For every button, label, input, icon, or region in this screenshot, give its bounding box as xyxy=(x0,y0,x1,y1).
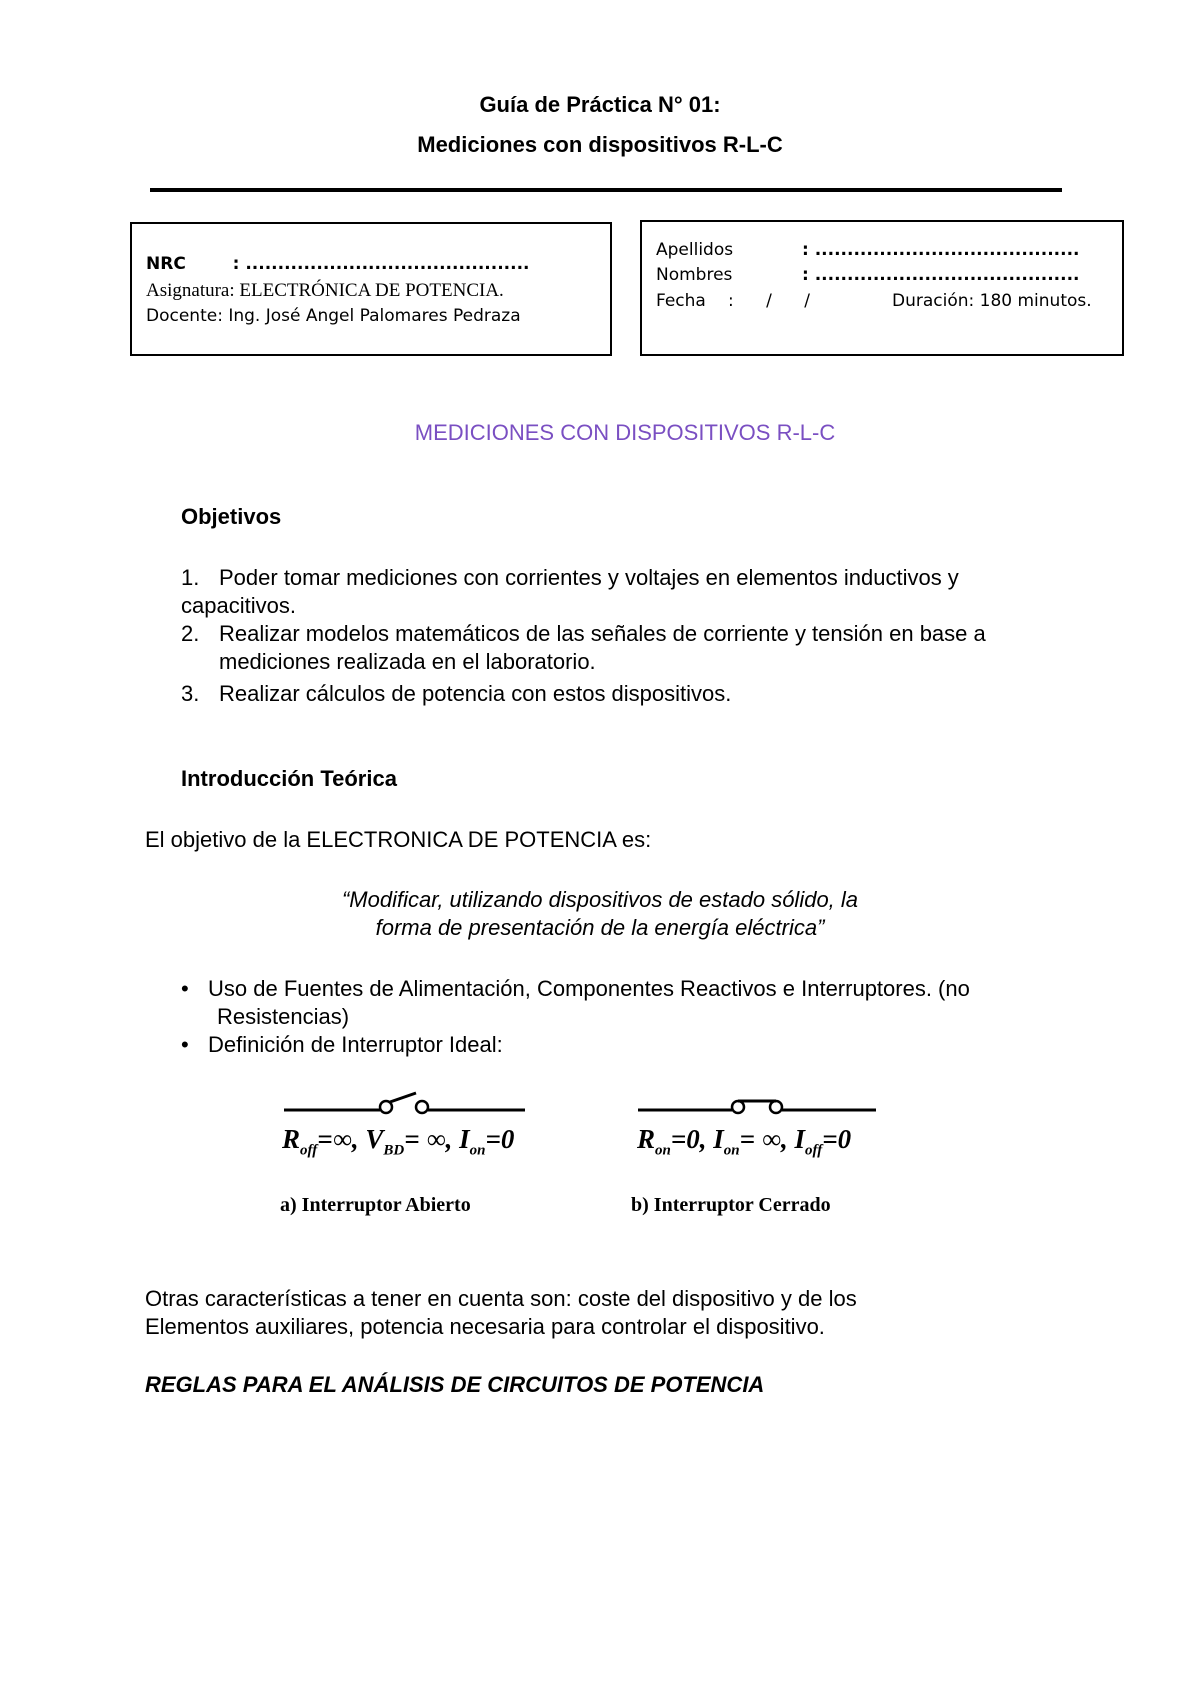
apellidos-field[interactable]: : ......................................... xyxy=(802,240,1080,260)
otras-line-2: Elementos auxiliares, potencia necesaria para controlar el dispositivo. xyxy=(145,1314,825,1339)
document-title: Guía de Práctica N° 01: xyxy=(479,92,721,117)
bullet-2: • Definición de Interruptor Ideal: xyxy=(181,1032,503,1057)
closed-switch-diagram xyxy=(636,1080,896,1116)
bullet-1: • Uso de Fuentes de Alimentación, Componentes Reactivos e Interruptores. (no xyxy=(181,976,970,1001)
course-info-box xyxy=(130,222,612,356)
objetivo-item-2-cont: mediciones realizada en el laboratorio. xyxy=(219,649,596,674)
intro-paragraph: El objetivo de la ELECTRONICA DE POTENCIA es: xyxy=(145,827,652,852)
document-subtitle: Mediciones con dispositivos R-L-C xyxy=(417,132,783,157)
objetivo-item-1-cont: capacitivos. xyxy=(181,593,296,618)
open-switch-formula: $R_{off}=\infty$, $V_{BD}=$ ∞, $I_{on}=0$ xyxy=(282,1124,515,1159)
objetivo-item-3: 3. Realizar cálculos de potencia con estos dispositivos. xyxy=(181,681,732,706)
nrc-label: NRC xyxy=(146,254,186,274)
quote-line-1: “Modificar, utilizando dispositivos de estado sólido, la xyxy=(341,887,859,912)
quote-line-2: forma de presentación de la energía eléctrica” xyxy=(375,915,825,940)
closed-switch-formula: $R_{on}=0$, $I_{on}=$ ∞, $I_{off}=0$ xyxy=(637,1124,852,1159)
bullet-1-cont: Resistencias) xyxy=(217,1004,350,1029)
reglas-heading: REGLAS PARA EL ANÁLISIS DE CIRCUITOS DE POTENCIA xyxy=(145,1372,765,1397)
title-divider xyxy=(150,188,1062,192)
fecha-field[interactable]: : / / xyxy=(728,291,811,311)
nrc-value: : ............................................ xyxy=(232,254,530,274)
docente-text: Docente: Ing. José Angel Palomares Pedraza xyxy=(146,306,521,326)
fecha-label: Fecha xyxy=(656,291,706,311)
intro-heading: Introducción Teórica xyxy=(181,766,397,791)
nombres-label: Nombres xyxy=(656,265,733,285)
nrc-row xyxy=(146,252,606,277)
closed-switch-caption: b) Interruptor Cerrado xyxy=(631,1194,831,1216)
asignatura-text: Asignatura: ELECTRÓNICA DE POTENCIA. xyxy=(146,280,504,301)
objetivo-item-2: 2. Realizar modelos matemáticos de las señales de corriente y tensión en base a xyxy=(181,621,986,646)
apellidos-label: Apellidos xyxy=(656,240,734,260)
open-switch-caption: a) Interruptor Abierto xyxy=(280,1194,471,1216)
open-switch-diagram xyxy=(280,1080,540,1116)
otras-line-1: Otras características a tener en cuenta son: coste del dispositivo y de los xyxy=(145,1286,857,1311)
bullet-dot: • xyxy=(181,1032,189,1057)
bullet-dot: • xyxy=(181,976,189,1001)
student-info-box xyxy=(640,220,1124,356)
objetivos-heading: Objetivos xyxy=(181,504,282,529)
duracion-text: Duración: 180 minutos. xyxy=(892,291,1092,311)
section-title: MEDICIONES CON DISPOSITIVOS R-L-C xyxy=(414,420,836,445)
objetivo-item-1: 1. Poder tomar mediciones con corrientes y voltajes en elementos inductivos y xyxy=(181,565,959,590)
nombres-field[interactable]: : ......................................... xyxy=(802,265,1080,285)
